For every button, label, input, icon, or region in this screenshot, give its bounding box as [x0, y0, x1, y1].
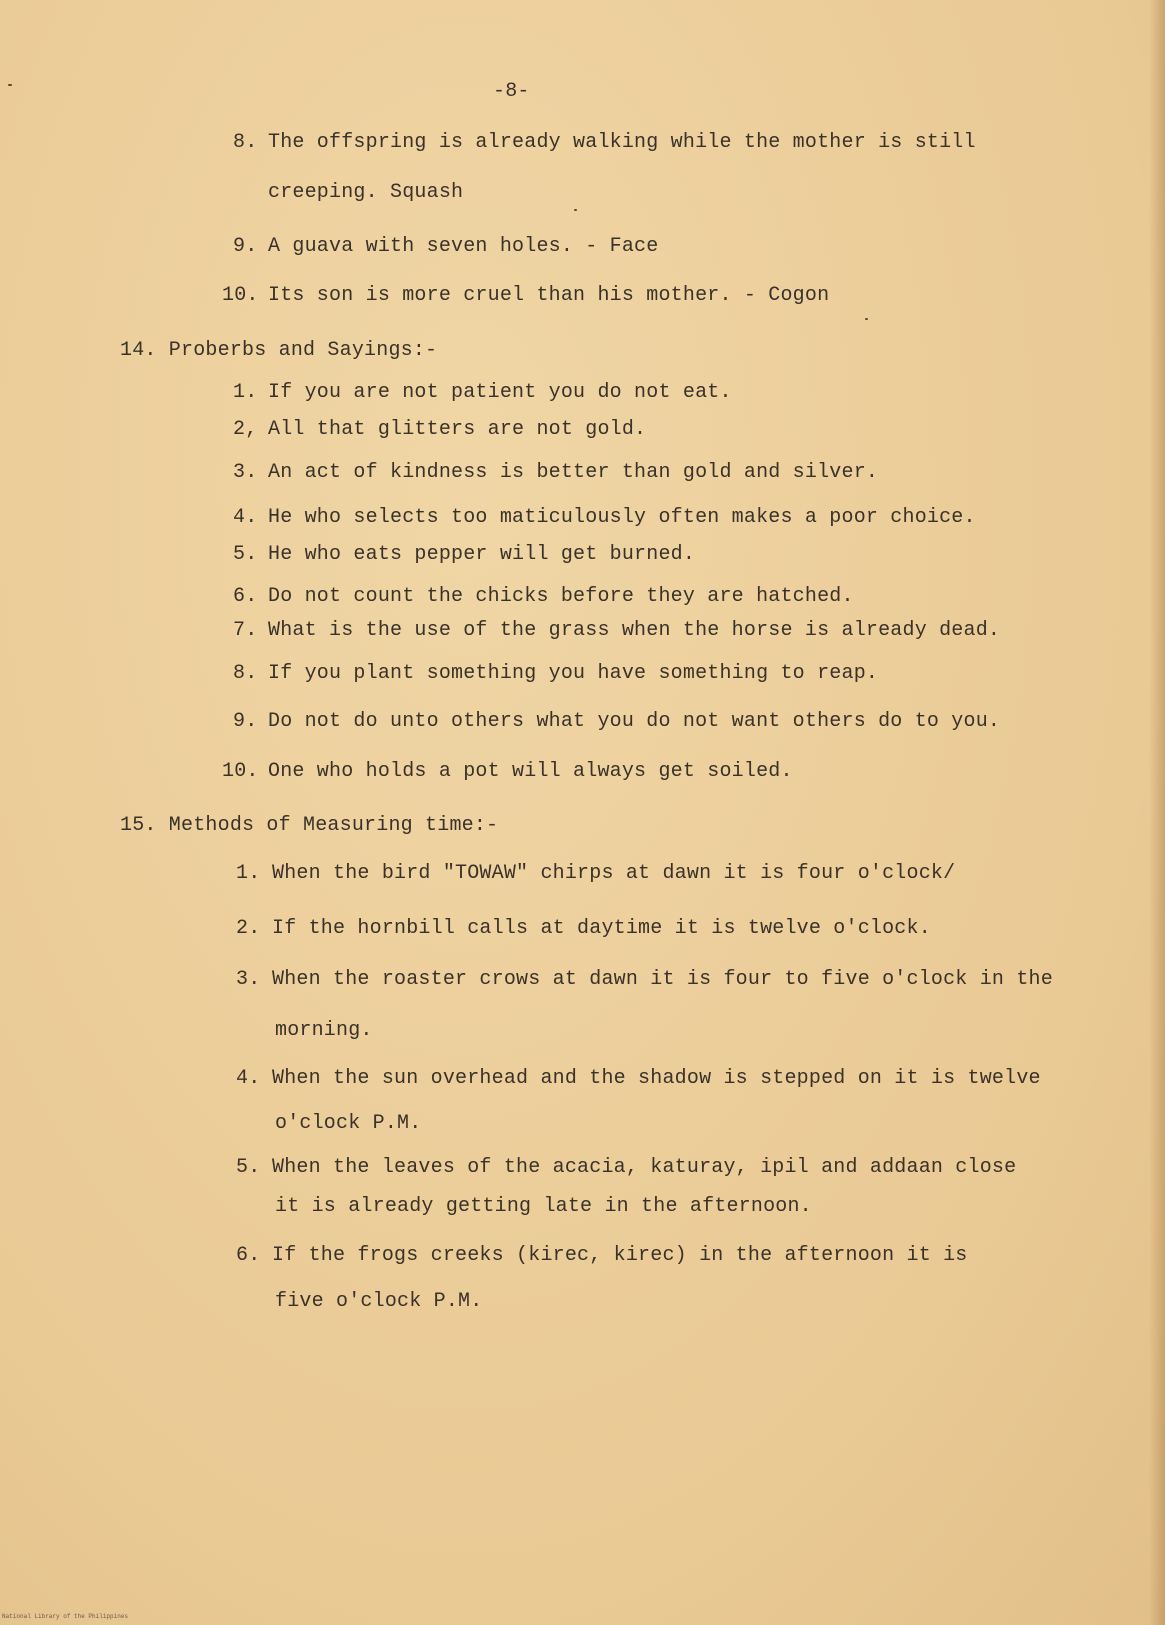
time-3-line-1: When the roaster crows at dawn it is four to five o'clock in the — [272, 968, 1053, 991]
proverb-6-text: Do not count the chicks before they are hatched. — [268, 585, 854, 608]
time-1-text: When the bird "TOWAW" chirps at dawn it is four o'clock/ — [272, 862, 956, 885]
proverb-3-number: 3. — [233, 461, 258, 484]
time-4-line-2: o'clock P.M. — [275, 1112, 422, 1135]
proverb-8-number: 8. — [233, 662, 258, 685]
time-3-number: 3. — [236, 968, 261, 991]
proverb-1-text: If you are not patient you do not eat. — [268, 381, 732, 404]
riddle-10-number: 10. — [222, 284, 259, 307]
riddle-8-line-1: The offspring is already walking while the mother is still — [268, 131, 976, 154]
footer-watermark: National Library of the Philippines — [2, 1613, 129, 1620]
proverb-1-number: 1. — [233, 381, 258, 404]
time-6-line-1: If the frogs creeks (kirec, kirec) in the afternoon it is — [272, 1244, 968, 1267]
proverb-8-text: If you plant something you have something to reap. — [268, 662, 879, 685]
proverb-9-number: 9. — [233, 710, 258, 733]
page-number: -8- — [493, 80, 530, 103]
proverb-7-number: 7. — [233, 619, 258, 642]
time-3-line-2: morning. — [275, 1019, 373, 1042]
time-5-line-2: it is already getting late in the afternoon. — [275, 1195, 812, 1218]
proverb-7-text: What is the use of the grass when the horse is already dead. — [268, 619, 1001, 642]
proverb-10-number: 10. — [222, 760, 259, 783]
proverb-5-text: He who eats pepper will get burned. — [268, 543, 696, 566]
time-2-text: If the hornbill calls at daytime it is twelve o'clock. — [272, 917, 931, 940]
time-4-number: 4. — [236, 1067, 261, 1090]
proverb-6-number: 6. — [233, 585, 258, 608]
riddle-10-text: Its son is more cruel than his mother. - Cogon — [268, 284, 830, 307]
proverb-4-text: He who selects too maticulously often makes a poor choice. — [268, 506, 976, 529]
paper-speck — [8, 84, 12, 86]
time-5-line-1: When the leaves of the acacia, katuray, ipil and addaan close — [272, 1156, 1017, 1179]
time-4-line-1: When the sun overhead and the shadow is stepped on it is twelve — [272, 1067, 1041, 1090]
proverb-5-number: 5. — [233, 543, 258, 566]
proverb-10-text: One who holds a pot will always get soiled. — [268, 760, 793, 783]
riddle-8-number: 8. — [233, 131, 258, 154]
section-15-heading: 15. Methods of Measuring time:- — [120, 814, 499, 837]
time-2-number: 2. — [236, 917, 261, 940]
proverb-3-text: An act of kindness is better than gold and silver. — [268, 461, 879, 484]
riddle-9-text: A guava with seven holes. - Face — [268, 235, 659, 258]
proverb-2-text: All that glitters are not gold. — [268, 418, 647, 441]
paper-speck — [865, 318, 868, 320]
time-1-number: 1. — [236, 862, 261, 885]
paper-speck — [574, 209, 577, 211]
proverb-2-number: 2, — [233, 418, 258, 441]
riddle-8-line-2: creeping. Squash — [268, 181, 464, 204]
time-6-line-2: five o'clock P.M. — [275, 1290, 483, 1313]
time-6-number: 6. — [236, 1244, 261, 1267]
paper-edge-shadow — [1149, 0, 1165, 1625]
proverb-9-text: Do not do unto others what you do not want others do to you. — [268, 710, 1001, 733]
section-14-heading: 14. Proberbs and Sayings:- — [120, 339, 438, 362]
time-5-number: 5. — [236, 1156, 261, 1179]
proverb-4-number: 4. — [233, 506, 258, 529]
riddle-9-number: 9. — [233, 235, 258, 258]
